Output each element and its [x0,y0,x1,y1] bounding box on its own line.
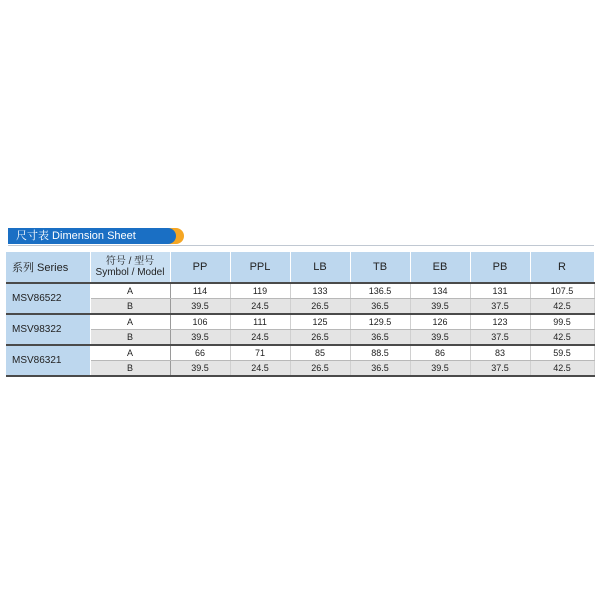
value-cell: 106 [170,314,230,330]
value-cell: 24.5 [230,361,290,377]
column-header-lb: LB [290,252,350,283]
model-cell: A [90,314,170,330]
value-cell: 85 [290,345,350,361]
table-row [6,283,594,299]
value-cell: 39.5 [410,330,470,346]
value-cell: 107.5 [530,283,594,299]
model-cell: B [90,330,170,346]
sheet-title: 尺寸表 Dimension Sheet [16,230,136,242]
value-cell: 24.5 [230,330,290,346]
tab-main-blue [8,228,176,244]
value-cell: 39.5 [170,330,230,346]
value-cell: 133 [290,283,350,299]
series-header: 系列 Series [6,252,90,283]
value-cell: 36.5 [350,361,410,377]
column-header-tb: TB [350,252,410,283]
value-cell: 71 [230,345,290,361]
value-cell: 39.5 [170,299,230,315]
table-row [6,314,594,330]
series-name: MSV98322 [6,314,90,345]
table-row [6,299,594,315]
value-cell: 88.5 [350,345,410,361]
title-divider [8,245,594,246]
value-cell: 123 [470,314,530,330]
model-cell: B [90,361,170,377]
model-header [90,252,170,283]
value-cell: 86 [410,345,470,361]
value-cell: 26.5 [290,299,350,315]
value-cell: 83 [470,345,530,361]
model-cell: A [90,283,170,299]
value-cell: 26.5 [290,361,350,377]
value-cell: 42.5 [530,330,594,346]
value-cell: 37.5 [470,299,530,315]
value-cell: 131 [470,283,530,299]
header-row [6,252,594,283]
value-cell: 59.5 [530,345,594,361]
table-row [6,330,594,346]
value-cell: 36.5 [350,299,410,315]
table-row [6,345,594,361]
model-header-en: Symbol / Model [95,267,165,278]
model-cell: B [90,299,170,315]
model-cell: A [90,345,170,361]
value-cell: 42.5 [530,361,594,377]
column-header-pb: PB [470,252,530,283]
model-header-cn: 符号 / 型号 [105,256,155,267]
value-cell: 114 [170,283,230,299]
column-header-ppl: PPL [230,252,290,283]
value-cell: 129.5 [350,314,410,330]
value-cell: 134 [410,283,470,299]
value-cell: 126 [410,314,470,330]
value-cell: 37.5 [470,361,530,377]
value-cell: 111 [230,314,290,330]
value-cell: 119 [230,283,290,299]
column-header-r: R [530,252,594,283]
value-cell: 26.5 [290,330,350,346]
table-row [6,361,594,377]
value-cell: 39.5 [170,361,230,377]
value-cell: 36.5 [350,330,410,346]
value-cell: 125 [290,314,350,330]
value-cell: 39.5 [410,299,470,315]
value-cell: 24.5 [230,299,290,315]
dimension-sheet-tab [8,228,184,244]
value-cell: 99.5 [530,314,594,330]
series-name: MSV86321 [6,345,90,376]
series-name: MSV86522 [6,283,90,314]
value-cell: 136.5 [350,283,410,299]
dimension-table [6,252,595,377]
value-cell: 39.5 [410,361,470,377]
column-header-eb: EB [410,252,470,283]
value-cell: 66 [170,345,230,361]
value-cell: 37.5 [470,330,530,346]
column-header-pp: PP [170,252,230,283]
value-cell: 42.5 [530,299,594,315]
